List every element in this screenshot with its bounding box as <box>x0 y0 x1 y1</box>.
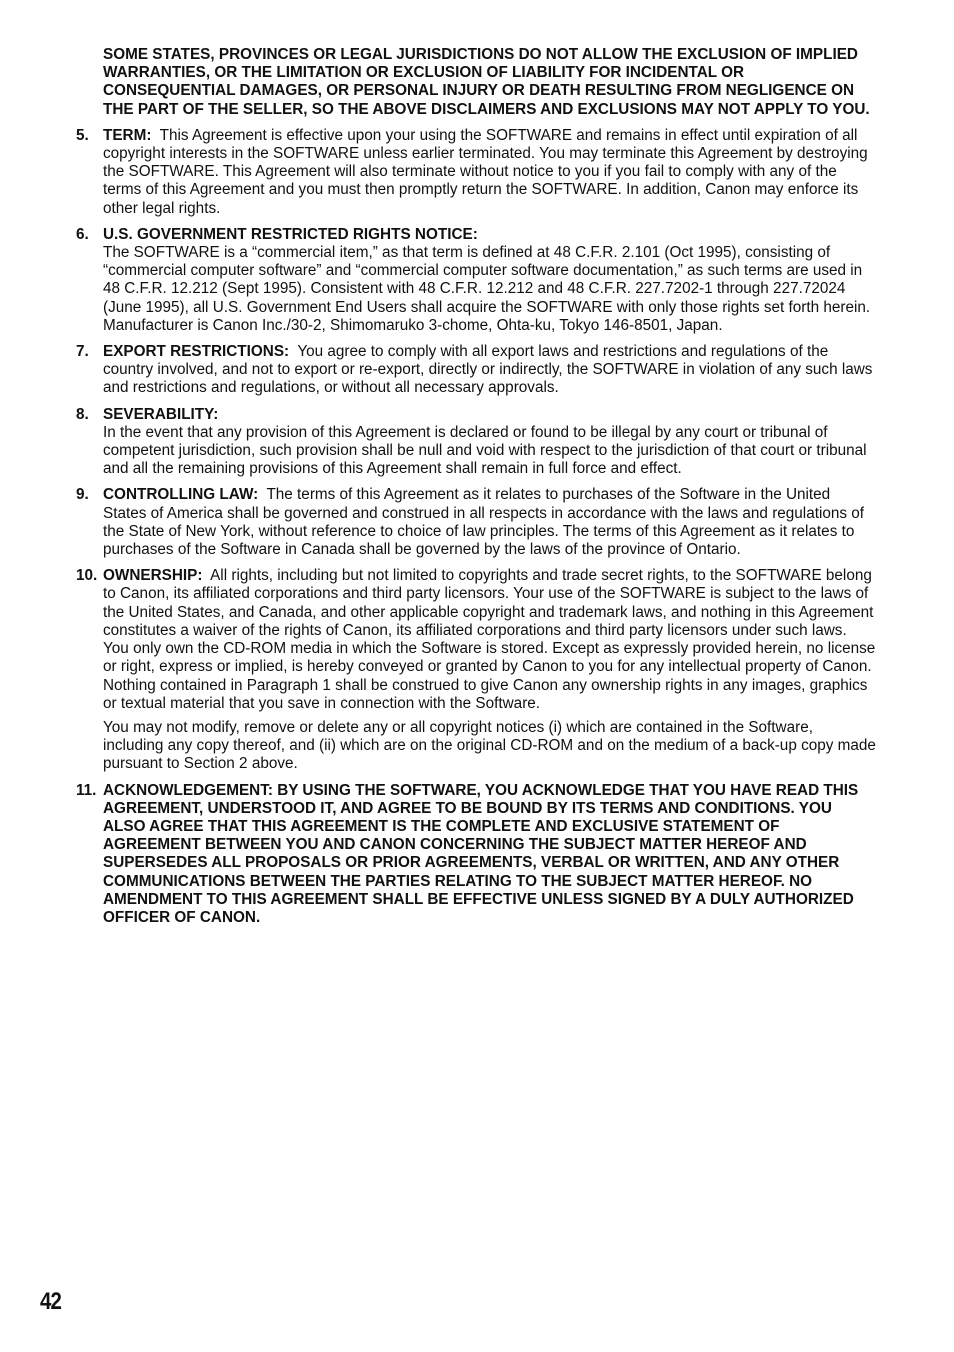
section-heading: TERM: <box>103 126 152 144</box>
document-body <box>76 46 876 935</box>
section-body <box>103 406 876 479</box>
section-text: This Agreement is effective upon your using the SOFTWARE and remains in effect until expiration of all copyright interests in the SOFTWARE unless earlier terminated. You may terminate this Agreement by destroying the SOFTWARE. This Agreement will also terminate without notice to you if you fail to comply with any of the terms of this Agreement and you must then promptly return the SOFTWARE. In addition, Canon may enforce its other legal rights. <box>103 126 868 217</box>
section-heading: EXPORT RESTRICTIONS: <box>103 343 290 361</box>
section-severability <box>76 406 876 479</box>
section-body <box>103 127 876 218</box>
section-heading: ACKNOWLEDGEMENT: BY USING THE SOFTWARE, YOU ACKNOWLEDGE THAT YOU HAVE READ THIS AGREEMENT, UNDERSTOOD IT, AND AGREE TO BE BOUND BY ITS TERMS AND CONDITIONS. YOU ALSO AGREE THAT THIS AGREEMENT IS THE COMPLETE AND EXCLUSIVE STATEMENT OF AGREEMENT BETWEEN YOU AND CANON CONCERNING THE SUBJECT MATTER HEREOF AND SUPERSEDES ALL PROPOSALS OR PRIOR AGREEMENTS, VERBAL OR WRITTEN, AND ANY OTHER COMMUNICATIONS BETWEEN THE PARTIES RELATING TO THE SUBJECT MATTER HEREOF. NO AMENDMENT TO THIS AGREEMENT SHALL BE EFFECTIVE UNLESS SIGNED BY A DULY AUTHORIZED OFFICER OF CANON. <box>103 781 859 926</box>
section-body <box>103 567 876 773</box>
section-text: All rights, including but not limited to copyrights and trade secret rights, to the SOFTWARE belong to Canon, its affiliated corporations and third party licensors. Your use of the SOFTWARE is subject to the laws of the United States, and Canada, and other applicable copyright and trademark laws, and nothing in this Agreement constitutes a waiver of the rights of Canon, its affiliated corporations and third party licensors under such laws. You only own the CD-ROM media in which the Software is stored. Except as expressly provided herein, no license or right, express or implied, is hereby conveyed or granted by Canon to you for any intellectual property of Canon. Nothing contained in Paragraph 1 shall be construed to give Canon any ownership rights in any images, graphics or textual material that you save in connection with the Software. <box>103 567 876 712</box>
section-number: 10. <box>76 567 98 585</box>
disclaimer-intro: SOME STATES, PROVINCES OR LEGAL JURISDICTIONS DO NOT ALLOW THE EXCLUSION OF IMPLIED WARRANTIES, OR THE LIMITATION OR EXCLUSION OF LIABILITY FOR INCIDENTAL OR CONSEQUENTIAL DAMAGES, OR PERSONAL INJURY OR DEATH RESULTING FROM NEGLIGENCE ON THE PART OF THE SELLER, SO THE ABOVE DISCLAIMERS AND EXCLUSIONS MAY NOT APPLY TO YOU. <box>103 46 870 118</box>
section-heading: SEVERABILITY: <box>103 405 219 423</box>
section-body <box>103 226 876 335</box>
section-number: 11. <box>76 781 97 799</box>
section-text-paragraph-2: You may not modify, remove or delete any or all copyright notices (i) which are contained in the Software, including any copy thereof, and (ii) which are on the original CD-ROM and on the medium of a back-up copy made pursuant to Section 2 above. <box>103 718 876 773</box>
section-number: 5. <box>76 126 89 144</box>
section-heading: OWNERSHIP: <box>103 567 203 585</box>
section-export-restrictions <box>76 343 876 398</box>
section-text: You agree to comply with all export laws and restrictions and regulations of the country involved, and not to export or re-export, directly or indirectly, the SOFTWARE in violation of any such laws and restrictions and regulations, or without all necessary approvals. <box>103 343 873 397</box>
section-text: The SOFTWARE is a “commercial item,” as that term is defined at 48 C.F.R. 2.101 (Oct 1995), consisting of “commercial computer software” and “commercial computer software documentation,” as such terms are used in 48 C.F.R. 12.212 (Sept 1995). Consistent with 48 C.F.R. 12.212 and 48 C.F.R. 227.7202-1 through 227.72024 (June 1995), all U.S. Government End Users shall acquire the SOFTWARE with only those rights set forth herein. Manufacturer is Canon Inc./30-2, Shimomaruko 3-chome, Ohta-ku, Tokyo 146-8501, Japan. <box>103 244 871 334</box>
section-term <box>76 127 876 218</box>
section-heading: CONTROLLING LAW: <box>103 486 259 504</box>
section-text: The terms of this Agreement as it relates to purchases of the Software in the United States of America shall be governed and construed in all respects in accordance with the laws and regulations of the State of New York, without reference to choice of law principles. The terms of this Agreement as it relates to purchases of the Software in Canada shall be governed by the laws of the province of Ontario. <box>103 486 865 559</box>
section-number: 8. <box>76 405 89 423</box>
section-body <box>103 343 876 398</box>
section-acknowledgement <box>76 782 876 928</box>
page-number: 42 <box>40 1288 61 1315</box>
section-heading: U.S. GOVERNMENT RESTRICTED RIGHTS NOTICE: <box>103 225 478 243</box>
section-ownership <box>76 567 876 773</box>
section-number: 6. <box>76 225 89 243</box>
section-text: In the event that any provision of this Agreement is declared or found to be illegal by any court or tribunal of competent jurisdiction, such provision shall be null and void with respect to the jurisdiction of that court or tribunal and all the remaining provisions of this Agreement shall remain in full force and effect. <box>103 423 867 478</box>
section-body <box>103 782 876 928</box>
section-government-rights <box>76 226 876 335</box>
section-body <box>103 486 876 559</box>
section-controlling-law <box>76 486 876 559</box>
section-number: 9. <box>76 486 89 504</box>
section-number: 7. <box>76 343 89 361</box>
